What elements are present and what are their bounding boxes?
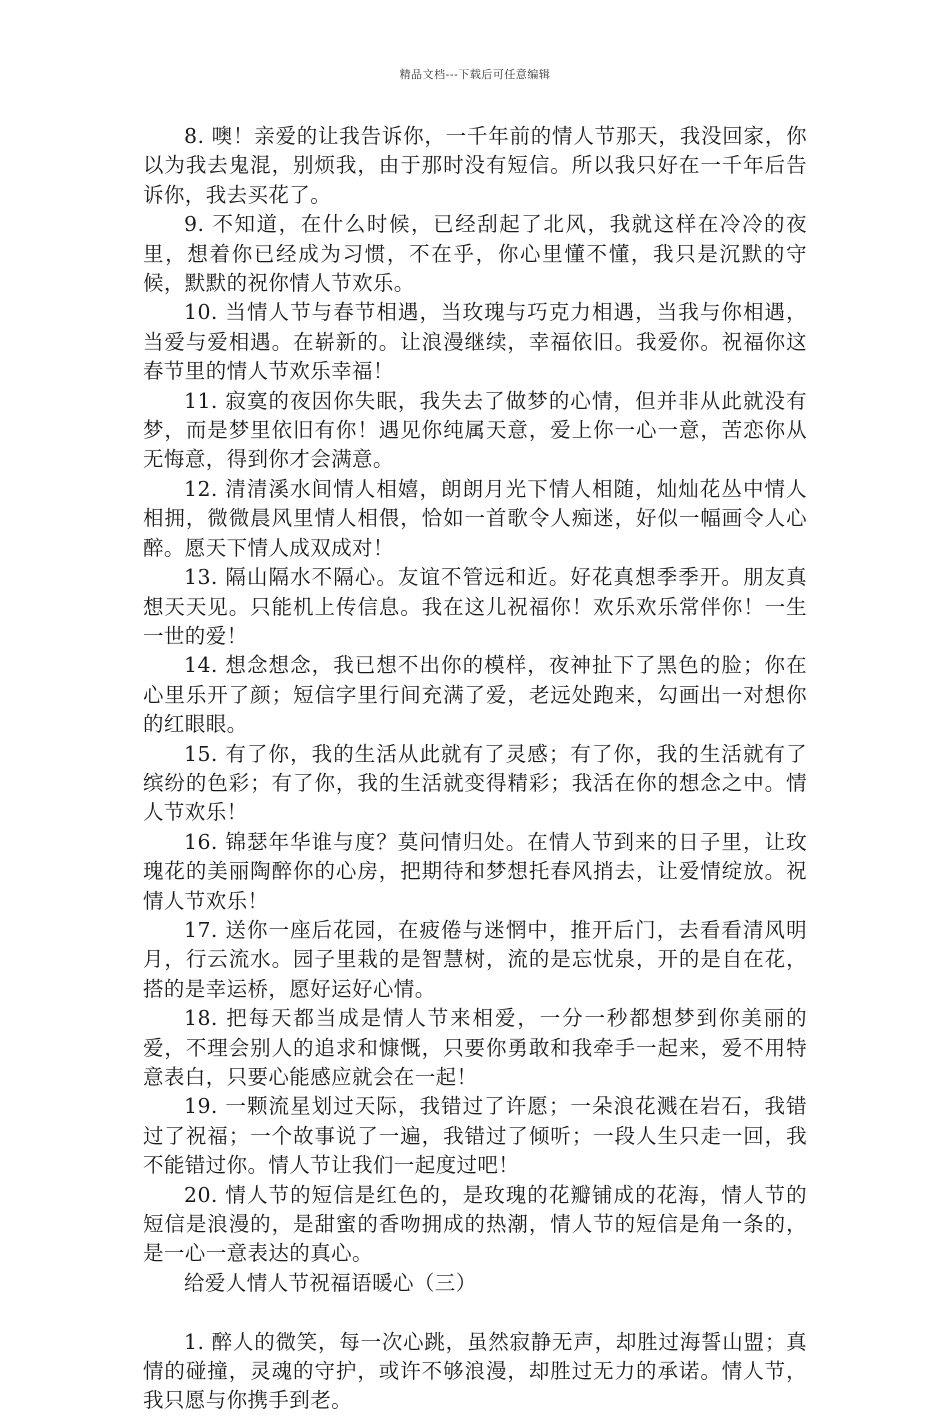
paragraph-8: 8. 噢！亲爱的让我告诉你，一千年前的情人节那天，我没回家，你以为我去鬼混，别烦我，由于那时没有短信。所以我只好在一千年后告诉你，我去买花了。 <box>143 124 807 207</box>
paragraph-14: 14. 想念想念，我已想不出你的模样，夜神扯下了黑色的脸；你在心里乐开了颜；短信字里行间充满了爱，老远处跑来，勾画出一对想你的红眼眼。 <box>143 653 807 737</box>
paragraph-9: 9. 不知道，在什么时候，已经刮起了北风，我就这样在冷冷的夜里，想着你已经成为习惯，不在乎，你心里懂不懂，我只是沉默的守候，默默的祝你情人节欢乐。 <box>143 212 807 296</box>
paragraph-12: 12. 清清溪水间情人相嬉，朗朗月光下情人相随，灿灿花丛中情人相拥，微微晨风里情人相偎，恰如一首歌令人痴迷，好似一幅画令人心醉。愿天下情人成双成对！ <box>143 476 807 560</box>
paragraph-17: 17. 送你一座后花园，在疲倦与迷惘中，推开后门，去看看清风明月，行云流水。园子里栽的是智慧树，流的是忘忧泉，开的是自在花，搭的是幸运桥，愿好运好心情。 <box>143 917 807 1001</box>
paragraph-19: 19. 一颗流星划过天际，我错过了许愿；一朵浪花溅在岩石，我错过了祝福；一个故事说了一遍，我错过了倾听；一段人生只走一回，我不能错过你。情人节让我们一起度过吧！ <box>143 1094 807 1178</box>
page-header: 精品文档---下载后可任意编辑 <box>399 68 551 81</box>
section-title: 给爱人情人节祝福语暖心（三） <box>184 1270 477 1295</box>
paragraph-16: 16. 锦瑟年华谁与度？莫问情归处。在情人节到来的日子里，让玫瑰花的美丽陶醉你的心房，把期待和梦想托春风捎去，让爱情绽放。祝情人节欢乐！ <box>143 829 807 913</box>
paragraph-15: 15. 有了你，我的生活从此就有了灵感；有了你，我的生活就有了缤纷的色彩；有了你，我的生活就变得精彩；我活在你的想念之中。情人节欢乐！ <box>143 741 807 825</box>
section-paragraph-1: 1. 醉人的微笑，每一次心跳，虽然寂静无声，却胜过海誓山盟；真情的碰撞，灵魂的守护，或许不够浪漫，却胜过无力的承诺。情人节，我只愿与你携手到老。 <box>143 1329 807 1413</box>
paragraph-10: 10. 当情人节与春节相遇，当玫瑰与巧克力相遇，当我与你相遇，当爱与爱相遇。在崭新的。让浪漫继续，幸福依旧。我爱你。祝福你这春节里的情人节欢乐幸福！ <box>143 300 807 384</box>
paragraph-18: 18. 把每天都当成是情人节来相爱，一分一秒都想梦到你美丽的爱，不理会别人的追求和慷慨，只要你勇敢和我牵手一起来，爱不用特意表白，只要心能感应就会在一起！ <box>143 1006 807 1089</box>
paragraph-13: 13. 隔山隔水不隔心。友谊不管远和近。好花真想季季开。朋友真想天天见。只能机上传信息。我在这儿祝福你！欢乐欢乐常伴你！一生一世的爱！ <box>143 565 807 648</box>
blank-line <box>143 1298 807 1327</box>
document-body <box>143 122 807 1416</box>
paragraph-20: 20. 情人节的短信是红色的，是玫瑰的花瓣铺成的花海，情人节的短信是浪漫的，是甜蜜的香吻拥成的热潮，情人节的短信是角一条的，是一心一意表达的真心。 <box>143 1182 807 1266</box>
paragraph-11: 11. 寂寞的夜因你失眠，我失去了做梦的心情，但并非从此就没有梦，而是梦里依旧有你！遇见你纯属天意，爱上你一心一意，苦恋你从无悔意，得到你才会满意。 <box>143 388 807 472</box>
